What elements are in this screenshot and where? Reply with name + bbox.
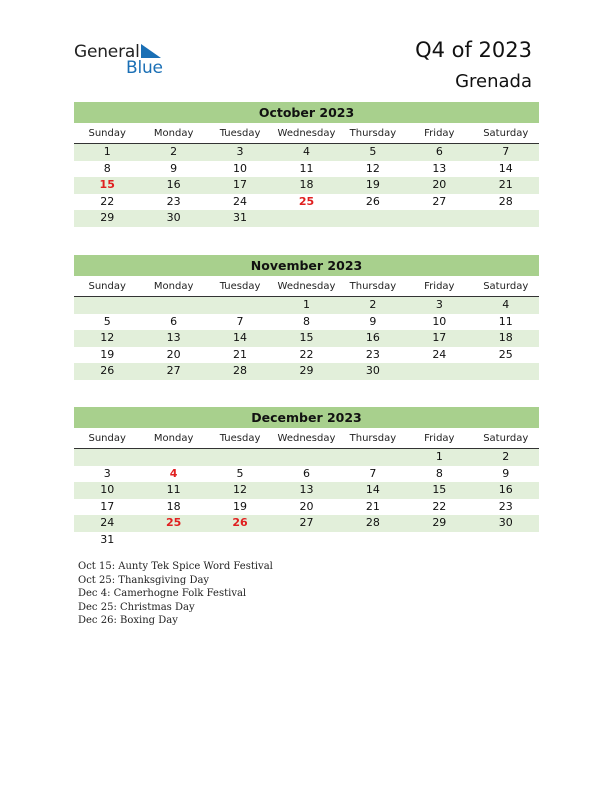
holiday-note: Dec 4: Camerhogne Folk Festival [78, 588, 247, 599]
calendar-date: 24 [233, 194, 248, 208]
calendar-date: 7 [236, 314, 244, 328]
calendar-date [207, 297, 273, 314]
calendar-date: 27 [299, 516, 314, 529]
calendar-date: 29 [100, 211, 115, 224]
calendar-date: 14 [498, 161, 513, 175]
week-row [74, 482, 539, 499]
calendar-date: 10 [100, 483, 115, 496]
calendar-date [140, 532, 206, 549]
month-calendar [74, 102, 539, 227]
weekday-label: Friday [424, 433, 455, 444]
calendar-date: 23 [365, 347, 380, 361]
calendar-date: 8 [435, 466, 443, 480]
calendar-date: 10 [233, 161, 248, 175]
country-name: Grenada [455, 71, 532, 92]
month-title: November 2023 [74, 255, 539, 276]
calendar-date: 27 [432, 194, 447, 208]
calendar-date [473, 363, 539, 380]
calendar-date [406, 532, 472, 549]
calendar-date: 2 [502, 450, 510, 463]
calendar-date [273, 210, 339, 227]
calendar-date: 27 [166, 364, 181, 377]
holiday-note: Dec 26: Boxing Day [78, 615, 178, 626]
logo-text-blue: Blue [126, 58, 163, 78]
calendar-date: 19 [365, 178, 380, 191]
calendar-date [406, 210, 472, 227]
calendar-date: 16 [166, 178, 181, 191]
weekday-label: Monday [153, 281, 194, 292]
calendar-date: 21 [233, 347, 248, 361]
calendar-date: 7 [502, 145, 510, 158]
week-row [74, 499, 539, 516]
calendar-date: 11 [299, 161, 314, 175]
calendar-date: 30 [166, 211, 181, 224]
calendar-date: 6 [170, 314, 178, 328]
calendar-date: 26 [100, 364, 115, 377]
calendar-date: 18 [299, 178, 314, 191]
calendar-date: 14 [365, 483, 380, 496]
calendar-date: 3 [103, 466, 111, 480]
week-row [74, 363, 539, 380]
calendar-date [140, 449, 206, 466]
calendar-date: 20 [432, 178, 447, 191]
calendar-date: 20 [166, 347, 181, 361]
week-row [74, 532, 539, 549]
calendar-date: 22 [100, 194, 115, 208]
calendar-date [473, 532, 539, 549]
logo-text-general: General [74, 42, 140, 62]
calendar-date [340, 210, 406, 227]
weekday-label: Saturday [483, 281, 529, 292]
calendar-date: 12 [100, 331, 115, 344]
calendar-date [74, 297, 140, 314]
calendar-date: 29 [299, 364, 314, 377]
calendar-date [74, 449, 140, 466]
weekday-label: Wednesday [277, 281, 336, 292]
weekday-label: Friday [424, 281, 455, 292]
calendar-date: 1 [435, 450, 443, 463]
calendar-date [140, 297, 206, 314]
calendar-date [340, 532, 406, 549]
calendar-date: 16 [365, 331, 380, 344]
calendar-date: 23 [498, 499, 513, 513]
weekday-label: Sunday [88, 281, 126, 292]
calendar-date: 18 [498, 331, 513, 344]
weekday-header-row [74, 431, 539, 449]
weekday-label: Sunday [88, 128, 126, 139]
calendar-date: 24 [432, 347, 447, 361]
week-row [74, 161, 539, 178]
week-row [74, 466, 539, 483]
holiday-date: 25 [298, 194, 315, 208]
calendar-date: 11 [166, 483, 181, 496]
week-row [74, 210, 539, 227]
calendar-date: 1 [302, 298, 310, 311]
calendar-date: 15 [432, 483, 447, 496]
calendar-date: 4 [302, 145, 310, 158]
month-calendar [74, 407, 539, 548]
calendar-date: 21 [365, 499, 380, 513]
weekday-label: Saturday [483, 433, 529, 444]
calendar-date: 22 [299, 347, 314, 361]
holiday-notes [78, 560, 273, 628]
weekday-label: Tuesday [219, 128, 261, 139]
week-row [74, 177, 539, 194]
calendar-date: 17 [100, 499, 115, 513]
calendar-date: 9 [369, 314, 377, 328]
calendar-date: 4 [502, 298, 510, 311]
calendar-date: 10 [432, 314, 447, 328]
holiday-date: 26 [232, 516, 248, 529]
calendar-date [207, 449, 273, 466]
calendar-date: 13 [299, 483, 314, 496]
calendar-date: 29 [432, 516, 447, 529]
calendar-date: 7 [369, 466, 377, 480]
calendar-date [273, 449, 339, 466]
calendar-date: 25 [498, 347, 513, 361]
week-row [74, 515, 539, 532]
calendar-date: 22 [432, 499, 447, 513]
calendar-date: 30 [498, 516, 513, 529]
calendar-date: 21 [498, 178, 513, 191]
holiday-date: 15 [99, 178, 115, 191]
holiday-note: Oct 15: Aunty Tek Spice Word Festival [78, 561, 273, 572]
calendar-date: 30 [365, 364, 380, 377]
calendar-date: 5 [369, 145, 377, 158]
calendar-date: 9 [502, 466, 510, 480]
weekday-label: Monday [153, 128, 194, 139]
calendar-date: 13 [432, 161, 447, 175]
weekday-label: Saturday [483, 128, 529, 139]
calendar-date: 15 [299, 331, 314, 344]
week-row [74, 347, 539, 364]
calendar-date: 2 [170, 145, 178, 158]
holiday-note: Oct 25: Thanksgiving Day [78, 574, 210, 586]
calendar-date: 8 [302, 314, 310, 328]
week-row [74, 297, 539, 314]
month-calendar [74, 255, 539, 380]
calendar-date [406, 363, 472, 380]
calendar-date: 28 [233, 364, 248, 377]
calendar-date [473, 210, 539, 227]
calendar-date: 23 [166, 194, 181, 208]
weekday-label: Thursday [349, 433, 397, 444]
calendar-date: 24 [100, 516, 115, 529]
weekday-label: Monday [153, 433, 194, 444]
week-row [74, 314, 539, 331]
calendar-date: 18 [166, 499, 181, 513]
calendar-date: 9 [170, 161, 178, 175]
calendar-date: 5 [103, 314, 111, 328]
holiday-date: 4 [169, 466, 178, 480]
holiday-date: 25 [165, 516, 182, 529]
week-row [74, 330, 539, 347]
weekday-label: Thursday [349, 281, 397, 292]
calendar-date: 20 [299, 499, 314, 513]
calendar-date: 19 [233, 499, 248, 513]
month-title: October 2023 [74, 102, 539, 123]
week-row [74, 194, 539, 211]
calendar-date: 11 [498, 314, 513, 328]
calendar-date: 3 [236, 145, 244, 158]
calendar-date: 26 [365, 194, 380, 208]
week-row [74, 449, 539, 466]
calendar-date [340, 449, 406, 466]
weekday-header-row [74, 279, 539, 297]
weekday-label: Sunday [88, 433, 126, 444]
calendar-date: 31 [233, 211, 248, 224]
calendar-date: 5 [236, 466, 244, 480]
calendar-date: 14 [233, 331, 248, 344]
weekday-label: Thursday [349, 128, 397, 139]
week-row [74, 144, 539, 161]
page-title: Q4 of 2023 [415, 38, 532, 62]
calendar-date: 2 [369, 298, 377, 311]
calendar-date: 17 [233, 178, 248, 191]
calendar-date: 31 [100, 532, 115, 546]
weekday-header-row [74, 126, 539, 144]
calendar-date: 13 [166, 331, 181, 344]
weekday-label: Friday [424, 128, 455, 139]
calendar-date: 3 [435, 298, 443, 311]
calendar-date: 8 [103, 161, 111, 175]
month-title: December 2023 [74, 407, 539, 428]
logo-flag-icon [141, 44, 161, 58]
calendar-date: 6 [302, 466, 310, 480]
weekday-label: Tuesday [219, 433, 261, 444]
calendar-date: 17 [432, 331, 447, 344]
weekday-label: Tuesday [219, 281, 261, 292]
calendar-date: 16 [498, 483, 513, 496]
weekday-label: Wednesday [277, 433, 336, 444]
calendar-date [273, 532, 339, 549]
calendar-date: 19 [100, 347, 115, 361]
logo [74, 42, 184, 82]
calendar-date: 28 [365, 516, 380, 529]
calendar-date [207, 532, 273, 549]
calendar-date: 12 [233, 483, 248, 496]
calendar-date: 1 [103, 145, 111, 158]
weekday-label: Wednesday [277, 128, 336, 139]
calendar-date: 28 [498, 194, 513, 208]
holiday-note: Dec 25: Christmas Day [78, 601, 195, 613]
calendar-date: 12 [365, 161, 380, 175]
calendar-date: 6 [435, 145, 443, 158]
